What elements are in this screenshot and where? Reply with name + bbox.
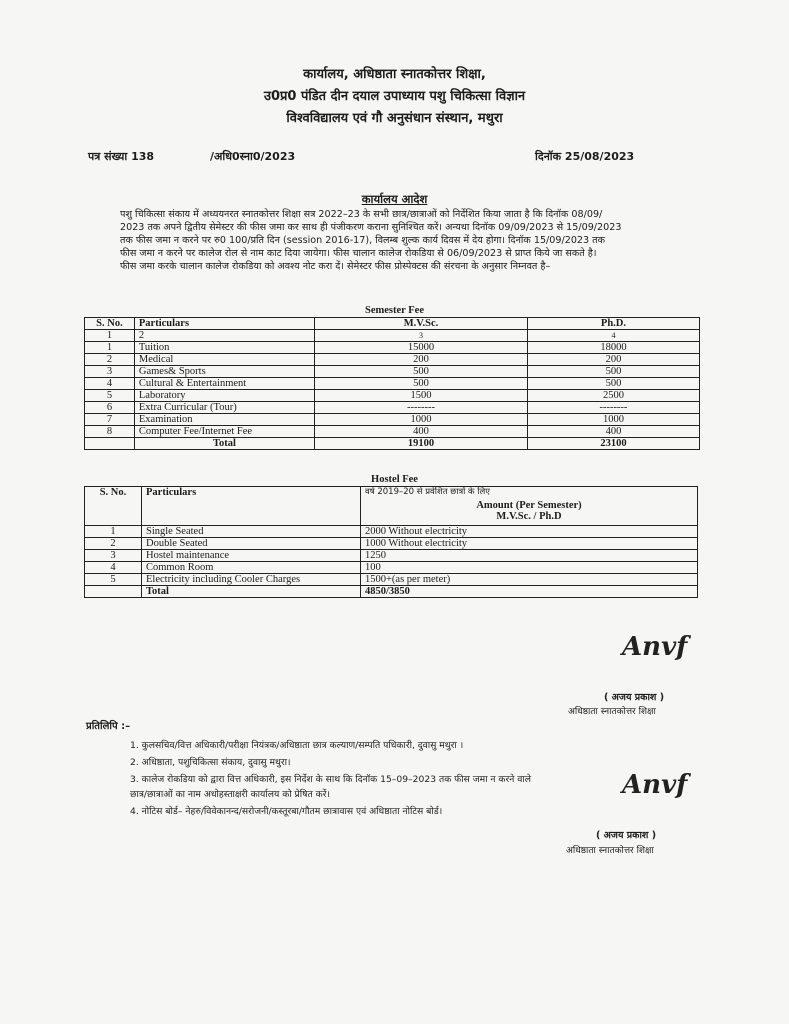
table-index-row — [85, 330, 700, 342]
total-value: 4850/3850 — [361, 586, 698, 598]
index-cell: 4 — [527, 330, 699, 342]
order-body-line: फीस जमा न करने पर कालेज रोल से नाम काट दिया जायेगा। फीस चालान कालेज रोकडिया से 06/09/2023 से प्राप्त किये जा सकते है। — [120, 248, 597, 259]
sno-cell: 4 — [85, 378, 135, 390]
order-body-line: फीस जमा करके चालान कालेज रोकडिया को अवश्य नोट करा दें। सेमेस्टर फीस प्रोस्पेक्टस की संरचना के अनुसार निम्नवत है– — [120, 261, 551, 272]
sno-cell: 6 — [85, 402, 135, 414]
phd-cell: 500 — [527, 366, 699, 378]
letter-dept-year: /अधि0स्ना0/2023 — [210, 150, 296, 163]
sno-cell: 2 — [85, 354, 135, 366]
amount-cell: 100 — [361, 562, 698, 574]
copy-to-item: 3. कालेज रोकडिया को द्वारा वित्त अधिकारी, इस निर्देश के साथ कि दिनॉक 15–09–2023 तक फीस जमा न करने वाले — [130, 774, 531, 785]
mvsc-cell: 1500 — [315, 390, 528, 402]
phd-cell: 2500 — [527, 390, 699, 402]
signature-image: Anvf — [622, 770, 688, 800]
sno-cell: 3 — [85, 366, 135, 378]
copy-to-label: प्रतिलिपि :– — [86, 721, 131, 732]
semester-fee-table — [84, 317, 700, 450]
table-row — [85, 354, 700, 366]
sno-cell: 1 — [85, 342, 135, 354]
empty-cell — [85, 586, 142, 598]
order-body — [120, 208, 720, 273]
table-row — [85, 342, 700, 354]
table-row — [85, 366, 700, 378]
table-row — [85, 562, 698, 574]
signatory-title: अधिष्ठाता स्नातकोत्तर शिक्षा — [566, 846, 654, 856]
particular-cell: Laboratory — [134, 390, 314, 402]
office-title-line3: विश्वविद्यालय एवं गौ अनुसंधान संस्थान, मथुरा — [286, 111, 503, 126]
particular-cell: Double Seated — [142, 538, 361, 550]
total-label: Total — [142, 586, 361, 598]
sno-cell: 3 — [85, 550, 142, 562]
mvsc-cell: 15000 — [315, 342, 528, 354]
sno-cell: 1 — [85, 526, 142, 538]
particular-cell: Cultural & Entertainment — [134, 378, 314, 390]
col-header-mvsc: M.V.Sc. — [315, 318, 528, 330]
table-row — [85, 402, 700, 414]
particular-cell: Single Seated — [142, 526, 361, 538]
phd-cell: 400 — [527, 426, 699, 438]
particular-cell: Medical — [134, 354, 314, 366]
table-row — [85, 414, 700, 426]
signature-image: Anvf — [622, 632, 688, 662]
signatory-name: ( अजय प्रकाश ) — [604, 692, 665, 703]
table-header-row — [85, 487, 698, 526]
particular-cell: Common Room — [142, 562, 361, 574]
table-row — [85, 550, 698, 562]
mvsc-cell: -------- — [315, 402, 528, 414]
particular-cell: Computer Fee/Internet Fee — [134, 426, 314, 438]
order-title: कार्यालय आदेश — [361, 192, 428, 206]
particular-cell: Tuition — [134, 342, 314, 354]
phd-cell: 500 — [527, 378, 699, 390]
office-title-line1: कार्यालय, अधिष्ठाता स्नातकोत्तर शिक्षा, — [303, 67, 486, 82]
amount-cell: 1500+(as per meter) — [361, 574, 698, 586]
semester-fee-caption: Semester Fee — [365, 305, 424, 316]
mvsc-cell: 1000 — [315, 414, 528, 426]
particular-cell: Extra Curricular (Tour) — [134, 402, 314, 414]
signatory-name: ( अजय प्रकाश ) — [596, 830, 657, 841]
table-header-row — [85, 318, 700, 330]
index-cell: 3 — [315, 330, 528, 342]
amount-cell: 2000 Without electricity — [361, 526, 698, 538]
col-header-amount — [361, 487, 698, 526]
mvsc-cell: 500 — [315, 378, 528, 390]
copy-to-item: 2. अधिष्ठाता, पशुचिकित्सा संकाय, दुवासु मथुरा। — [130, 757, 291, 768]
particular-cell: Hostel maintenance — [142, 550, 361, 562]
col-header-particulars: Particulars — [134, 318, 314, 330]
sno-cell: 5 — [85, 574, 142, 586]
signatory-title: अधिष्ठाता स्नातकोत्तर शिक्षा — [568, 707, 656, 717]
order-body-line: पशु चिकित्सा संकाय में अध्ययनरत स्नातकोत्तर शिक्षा सत्र 2022–23 के सभी छात्र/छात्राओं को निर्देशित किया जाता है कि दिनॉक 08/09/ — [120, 209, 603, 220]
sno-cell: 5 — [85, 390, 135, 402]
mvsc-cell: 400 — [315, 426, 528, 438]
col-header-particulars: Particulars — [142, 487, 361, 526]
mvsc-cell: 500 — [315, 366, 528, 378]
letter-number: पत्र संख्या 138 — [88, 150, 155, 163]
table-row — [85, 526, 698, 538]
col-header-sno: S. No. — [85, 318, 135, 330]
total-label: Total — [134, 438, 314, 450]
sno-cell: 7 — [85, 414, 135, 426]
amount-heading: Amount (Per Semester) — [476, 500, 582, 511]
table-total-row — [85, 586, 698, 598]
mvsc-cell: 200 — [315, 354, 528, 366]
total-phd: 23100 — [527, 438, 699, 450]
index-cell: 1 — [85, 330, 135, 342]
phd-cell: 200 — [527, 354, 699, 366]
hostel-fee-table — [84, 486, 698, 598]
office-title-line2: उ0प्र0 पंडित दीन दयाल उपाध्याय पशु चिकित्सा विज्ञान — [263, 89, 526, 104]
amount-cell: 1000 Without electricity — [361, 538, 698, 550]
hostel-fee-caption: Hostel Fee — [371, 474, 418, 485]
col-header-phd: Ph.D. — [527, 318, 699, 330]
particular-cell: Electricity including Cooler Charges — [142, 574, 361, 586]
phd-cell: 1000 — [527, 414, 699, 426]
table-row — [85, 390, 700, 402]
col-header-sno: S. No. — [85, 487, 142, 526]
copy-to-item: 1. कुलसचिव/वित्त अधिकारी/परीक्षा नियंत्रक/अधिष्ठाता छात्र कल्याण/सम्पति पधिकारी, दुवासु मथुरा । — [130, 740, 464, 751]
copy-to-item: छात्र/छात्राओं का नाम अधोहस्ताक्षरी कार्यालय को प्रेषित करें। — [130, 789, 330, 800]
phd-cell: -------- — [527, 402, 699, 414]
amount-cell: 1250 — [361, 550, 698, 562]
table-row — [85, 426, 700, 438]
empty-cell — [85, 438, 135, 450]
particular-cell: Examination — [134, 414, 314, 426]
phd-cell: 18000 — [527, 342, 699, 354]
order-body-line: 2023 तक अपने द्वितीय सेमेस्टर की फीस जमा कर साथ ही पंजीकरण कराना सुनिश्चित करें। अन्यथा दिनॉक 09/09/2023 से 15/09/2023 — [120, 222, 622, 233]
table-row — [85, 378, 700, 390]
amount-note: वर्ष 2019–20 से प्रवेशित छात्रों के लिए — [365, 487, 490, 497]
order-body-line: तक फीस जमा न करने पर रु0 100/प्रति दिन (session 2016-17), विलम्ब शुल्क कार्य दिवस में देय होगा। दिनॉक 15/09/2023 तक — [120, 235, 606, 246]
sno-cell: 8 — [85, 426, 135, 438]
sno-cell: 2 — [85, 538, 142, 550]
letter-date: दिनॉक 25/08/2023 — [535, 150, 635, 163]
amount-subheading: M.V.Sc. / Ph.D — [496, 511, 562, 522]
table-row — [85, 538, 698, 550]
copy-to-item: 4. नोटिस बोर्ड– नेहरु/विवेकानन्द/सरोजनी/कस्तूरबा/गौतम छात्रावास एवं अधिष्ठाता नोटिस बोर्ड। — [130, 806, 443, 817]
table-total-row — [85, 438, 700, 450]
particular-cell: Games& Sports — [134, 366, 314, 378]
index-cell: 2 — [134, 330, 314, 342]
total-mvsc: 19100 — [315, 438, 528, 450]
table-row — [85, 574, 698, 586]
sno-cell: 4 — [85, 562, 142, 574]
